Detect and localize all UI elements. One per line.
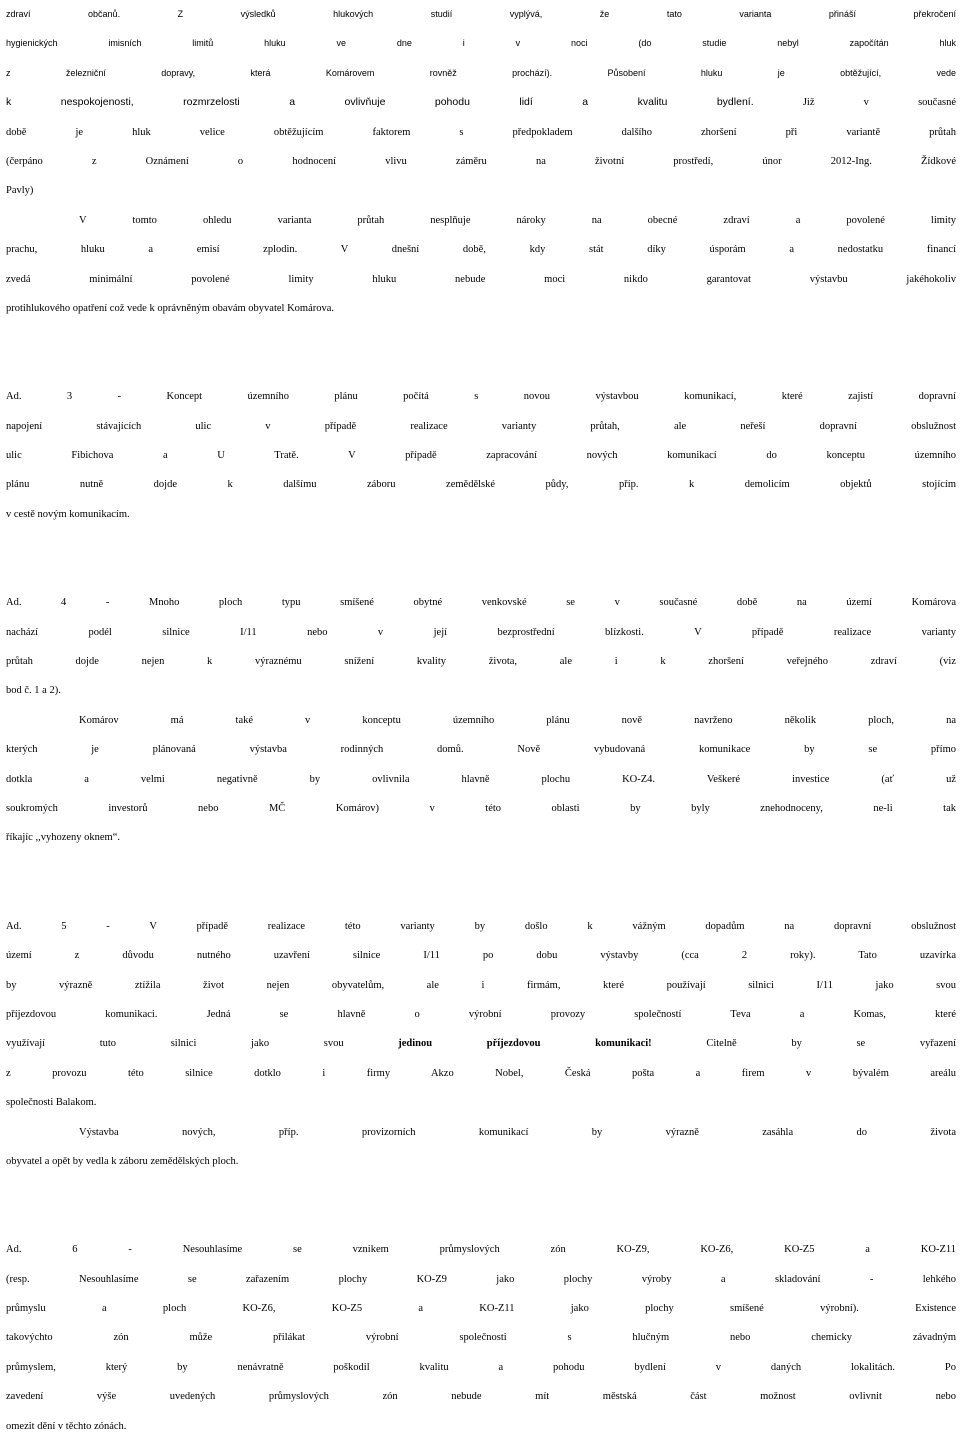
- text-line: dotkla a velmi negativně by ovlivnila hlavně plochu KO-Z4. Veškeré investice (ať už: [6, 773, 956, 785]
- text-line: říkajíc ,,vyhozeny oknem“.: [6, 832, 121, 844]
- text-line: by výrazně ztížila život nejen obyvatelům, ale i firmám, které používají silnici I/11 jako svou: [6, 979, 956, 991]
- paragraph-gap: [6, 1176, 956, 1235]
- paragraph-ad4: [6, 588, 956, 853]
- text-line: průtah dojde nejen k výraznému snížení kvality života, ale i k zhoršení veřejného zdraví (viz: [6, 656, 956, 668]
- text-line: bod č. 1 a 2).: [6, 685, 61, 697]
- paragraph-gap: [6, 323, 956, 382]
- text-line: napojení stávajících ulic v případě realizace varianty průtah, ale neřeší dopravní obslužnost: [6, 420, 956, 432]
- paragraph-gap: [6, 529, 956, 588]
- text-line: zavedení výše uvedených průmyslových zón nebude mít městská část možnost ovlivnit nebo: [6, 1391, 956, 1403]
- text-line: příjezdovou komunikaci. Jedná se hlavně o výrobní provozy společností Teva a Komas, které: [6, 1008, 956, 1020]
- text-line: omezit dění v těchto zónách.: [6, 1420, 127, 1432]
- text-line: soukromých investorů nebo MČ Komárov) v této oblasti by byly znehodnoceny, ne-li tak: [6, 802, 956, 814]
- text-span: využívají tuto silnici jako svou: [6, 1038, 344, 1050]
- text-span: k nespokojenosti, rozmrzelosti a ovlivňuje pohodu lidí a kvalitu bydlení.: [6, 96, 754, 109]
- document-page: [6, 0, 956, 1441]
- text-line: prachu, hluku a emisí zplodin. V dnešní době, kdy stát díky úsporám a nedostatku financí: [6, 244, 956, 256]
- text-line: Ad. 4 - Mnoho ploch typu smíšené obytné venkovské se v současné době na území Komárova: [6, 597, 956, 609]
- text-line: (resp. Nesouhlasíme se zařazením plochy KO-Z9 jako plochy výroby a skladování - lehkého: [6, 1273, 956, 1285]
- text-line: době je hluk velice obtěžujícím faktorem s předpokladem dalšího zhoršení při variantě průtah: [6, 126, 956, 138]
- paragraph-ad5: [6, 912, 956, 1177]
- text-line: Výstavba nových, příp. provizorních komunikací by výrazně zasáhla do života: [79, 1126, 956, 1138]
- text-line: území z důvodu nutného uzavření silnice I/11 po dobu výstavby (cca 2 roky). Tato uzavírka: [6, 950, 956, 962]
- text-line: společnosti Balakom.: [6, 1097, 97, 1109]
- text-span: Citelně by se vyřazení: [706, 1038, 957, 1050]
- paragraph-noise-impact: [6, 0, 956, 323]
- text-line: [6, 1029, 956, 1058]
- paragraph-ad6: [6, 1235, 956, 1441]
- paragraph-ad3: [6, 382, 956, 529]
- paragraph-gap: [6, 853, 956, 912]
- text-line: Ad. 6 - Nesouhlasíme se vznikem průmyslových zón KO-Z9, KO-Z6, KO-Z5 a KO-Z11: [6, 1244, 956, 1256]
- text-line: Ad. 3 - Koncept územního plánu počítá s novou výstavbou komunikací, které zajistí dopravní: [6, 391, 956, 403]
- text-line: průmyslem, který by nenávratně poškodil kvalitu a pohodu bydlení v daných lokalitách. Po: [6, 1361, 956, 1373]
- text-line: ulic Fibichova a U Tratě. V případě zapracování nových komunikací do konceptu územního: [6, 450, 956, 462]
- emphasized-text: jedinou příjezdovou komunikaci!: [398, 1038, 652, 1050]
- text-span: Již v současné: [802, 97, 956, 109]
- text-line: takovýchto zón může přilákat výrobní společnosti s hlučným nebo chemicky závadným: [6, 1332, 956, 1344]
- text-line: průmyslu a ploch KO-Z6, KO-Z5 a KO-Z11 jako plochy smíšené výrobní). Existence: [6, 1303, 956, 1315]
- text-line: z provozu této silnice dotklo i firmy Akzo Nobel, Česká pošta a firem v bývalém areálu: [6, 1067, 956, 1079]
- text-line: [6, 88, 956, 117]
- text-line: zdraví občanů. Z výsledků hlukových studií vyplývá, že tato varianta přináší překročení: [6, 9, 956, 19]
- text-line: V tomto ohledu varianta průtah nesplňuje nároky na obecné zdraví a povolené limity: [79, 214, 956, 226]
- text-line: Komárov má také v konceptu územního plánu nově navrženo několik ploch, na: [79, 714, 956, 726]
- text-line: z železniční dopravy, která Komárovem rovněž prochází). Působení hluku je obtěžující, vede: [6, 67, 956, 78]
- text-line: (čerpáno z Oznámení o hodnocení vlivu záměru na životní prostředí, únor 2012-Ing. Žídkové: [6, 155, 956, 167]
- text-line: v cestě novým komunikacím.: [6, 508, 130, 520]
- text-line: nachází podél silnice I/11 nebo v její bezprostřední blízkosti. V případě realizace varianty: [6, 626, 956, 638]
- text-line: hygienických imisních limitů hluku ve dne i v noci (do studie nebyl započítán hluk: [6, 38, 956, 49]
- text-line: Pavly): [6, 185, 34, 197]
- text-line: kterých je plánovaná výstavba rodinných domů. Nově vybudovaná komunikace by se přímo: [6, 744, 956, 756]
- text-line: Ad. 5 - V případě realizace této varianty by došlo k vážným dopadům na dopravní obslužnost: [6, 920, 956, 932]
- text-line: obyvatel a opět by vedla k záboru zemědělských ploch.: [6, 1155, 239, 1167]
- text-line: protihlukového opatření což vede k oprávněným obavám obyvatel Komárova.: [6, 302, 335, 314]
- text-line: zvedá minimální povolené limity hluku nebude moci nikdo garantovat výstavbu jakéhokoliv: [6, 273, 956, 285]
- text-line: plánu nutně dojde k dalšímu záboru zemědělské půdy, příp. k demolicím objektů stojícím: [6, 479, 956, 491]
